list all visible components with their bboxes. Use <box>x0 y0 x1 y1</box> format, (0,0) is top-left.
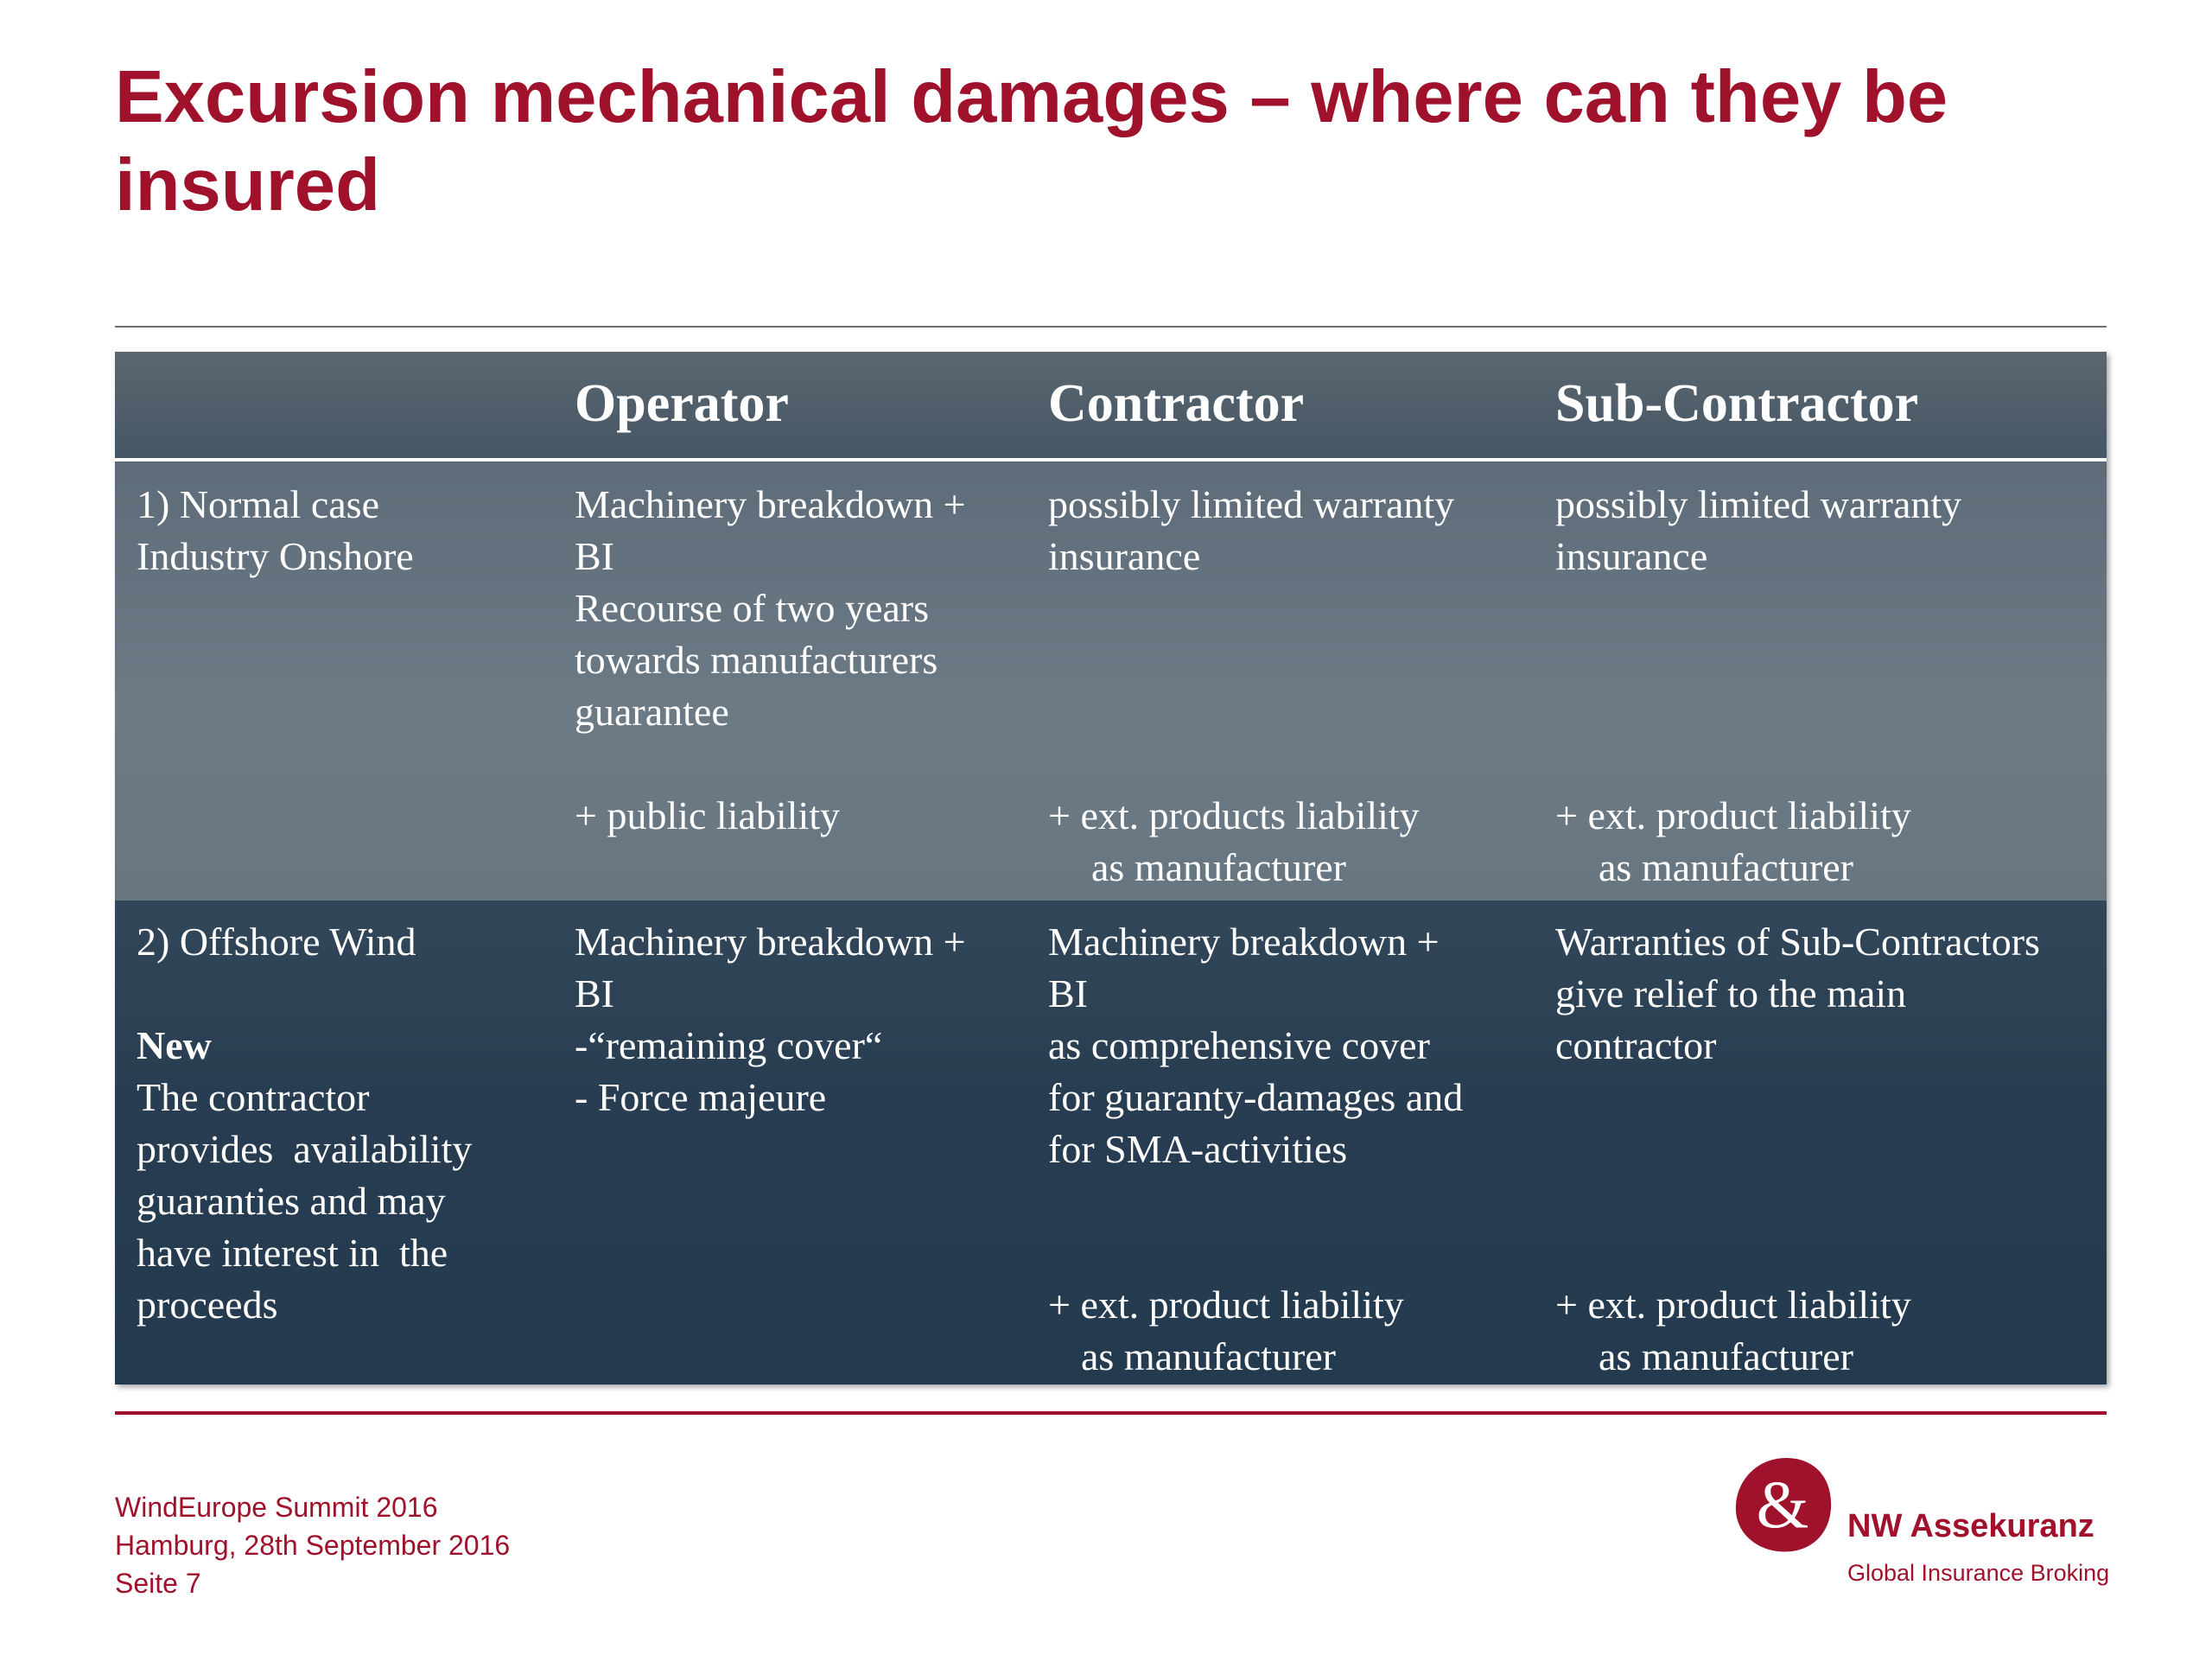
footer-page: Seite 7 <box>115 1568 201 1599</box>
insurance-table <box>115 352 2107 1384</box>
logo-symbol: & <box>1756 1467 1809 1542</box>
subcontractor-extra: + ext. product liability <box>1555 1283 1911 1327</box>
row-label: 1) Normal case Industry Onshore <box>137 482 414 578</box>
subcontractor-extra-note: as manufacturer <box>1599 845 1854 889</box>
logo-tagline: Global Insurance Broking <box>1847 1560 2110 1586</box>
footer-info <box>115 1488 510 1602</box>
header-subcontractor: Sub-Contractor <box>1555 374 1919 433</box>
subcontractor-cell: possibly limited warranty insurance <box>1555 482 1962 578</box>
contractor-extra: + ext. product liability <box>1048 1283 1404 1327</box>
subcontractor-cell: Warranties of Sub-Contractors give relief to the main contractor <box>1555 920 2040 1067</box>
header-contractor: Contractor <box>1048 374 1305 433</box>
operator-cell: Machinery breakdown + BI Recourse of two years towards manufacturers guarantee <box>575 482 966 734</box>
footer-date: Hamburg, 28th September 2016 <box>115 1530 511 1561</box>
ampersand-logo-icon <box>1732 1454 1834 1556</box>
subcontractor-extra-note: as manufacturer <box>1599 1334 1854 1378</box>
table-header-row <box>115 352 2107 458</box>
contractor-cell: Machinery breakdown + BI as comprehensive cover for guaranty-damages and for SMA-activities <box>1048 920 1464 1171</box>
top-divider <box>115 326 2107 328</box>
table-row <box>115 901 2107 1384</box>
contractor-extra-note: as manufacturer <box>1081 1334 1337 1378</box>
row-note: The contractor provides availability guaranties and may have interest in the proceeds <box>137 1075 473 1327</box>
logo-name: NW Assekuranz <box>1847 1508 2094 1544</box>
row-label: 2) Offshore Wind <box>137 920 416 964</box>
subcontractor-extra: + ext. product liability <box>1555 793 1911 837</box>
new-label: New <box>137 1023 212 1067</box>
operator-extra: + public liability <box>575 793 841 837</box>
table-row <box>115 461 2107 901</box>
footer-event: WindEurope Summit 2016 <box>115 1492 438 1523</box>
page-title: Excursion mechanical damages – where can they be insured <box>115 56 1948 226</box>
contractor-extra: + ext. products liability <box>1048 793 1420 837</box>
contractor-extra-note: as manufacturer <box>1091 845 1347 889</box>
contractor-cell: possibly limited warranty insurance <box>1048 482 1455 578</box>
bottom-divider <box>115 1411 2107 1415</box>
operator-cell: Machinery breakdown + BI -“remaining cover“ - Force majeure <box>575 920 966 1119</box>
header-operator: Operator <box>575 374 789 433</box>
